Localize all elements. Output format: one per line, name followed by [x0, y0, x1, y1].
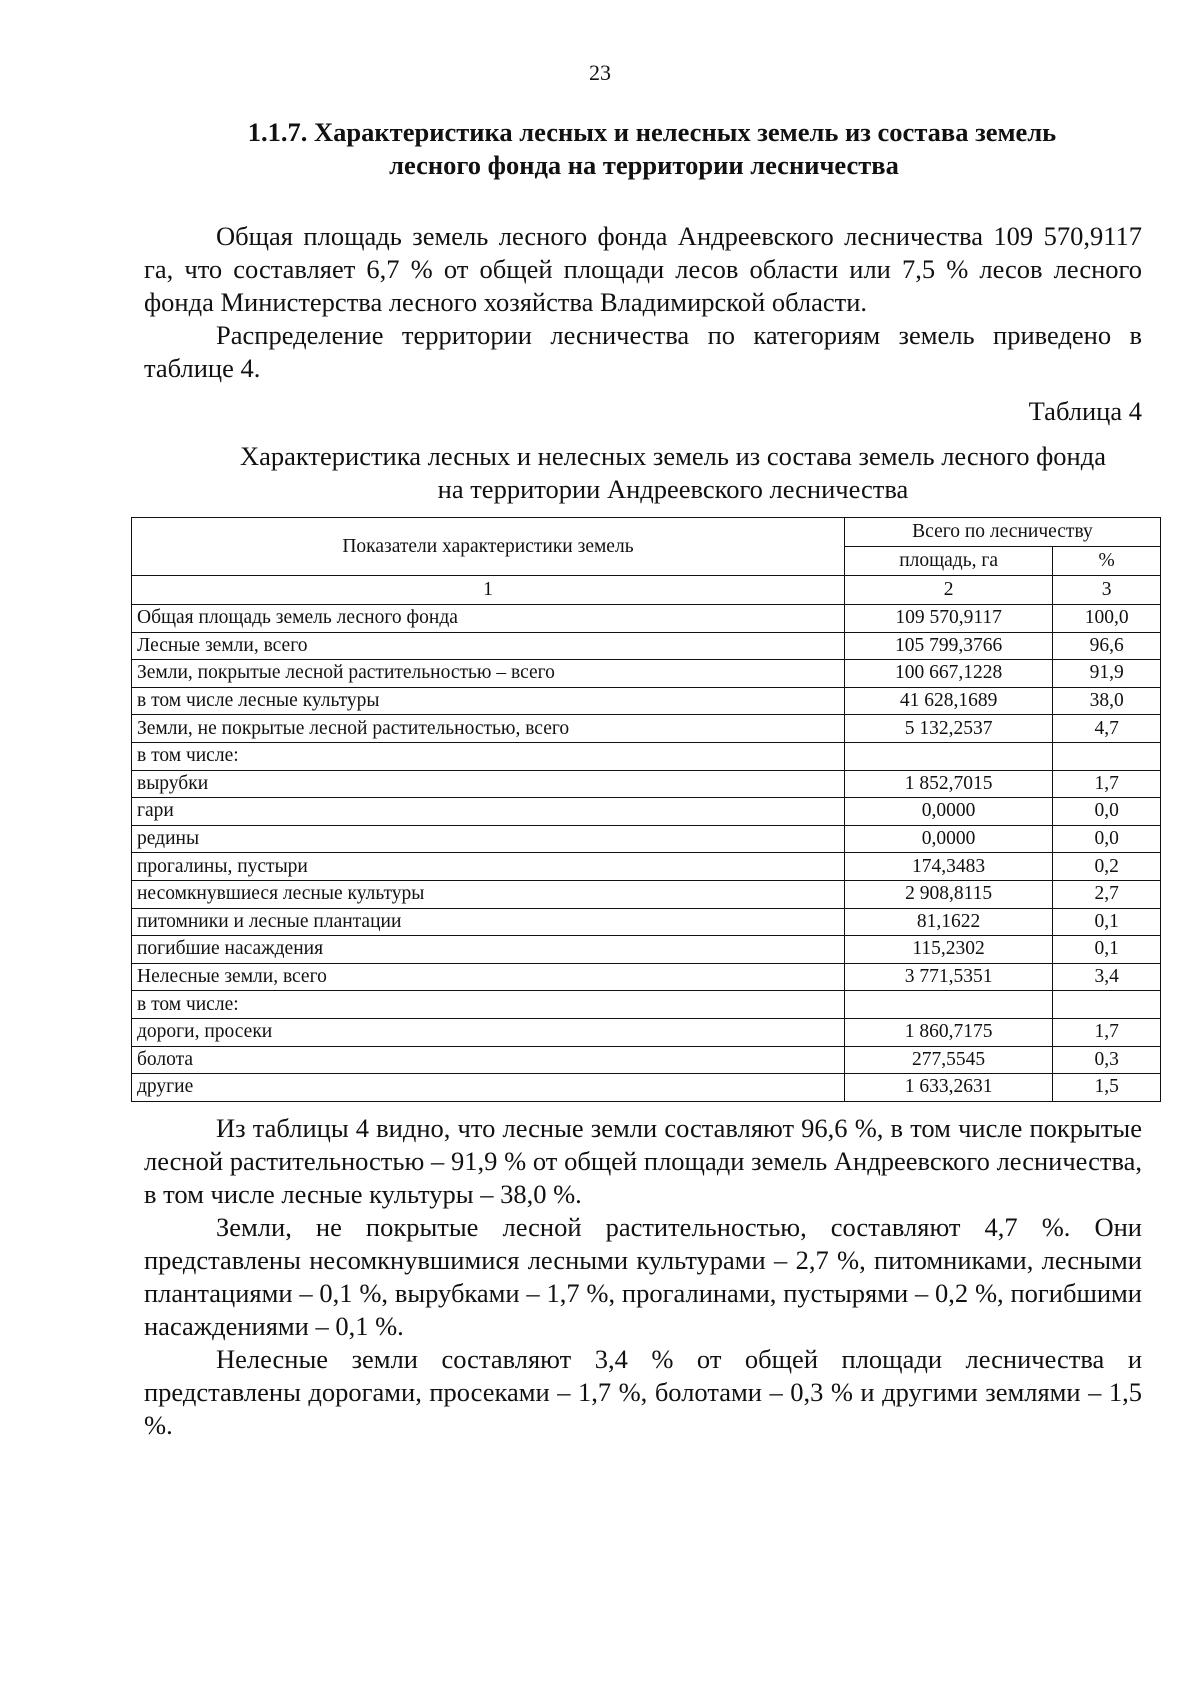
header-percent: %: [1053, 547, 1161, 576]
row-area: 81,1622: [844, 908, 1052, 936]
row-percent: 96,6: [1053, 632, 1161, 660]
table-row: [132, 798, 1161, 826]
row-percent: 2,7: [1053, 880, 1161, 908]
row-percent: 0,0: [1053, 825, 1161, 853]
row-area: 0,0000: [844, 825, 1052, 853]
row-percent: 100,0: [1053, 605, 1161, 633]
row-name: в том числе:: [132, 742, 845, 770]
intro-text: [144, 220, 1142, 385]
row-percent: 38,0: [1053, 687, 1161, 715]
row-name: в том числе лесные культуры: [132, 687, 845, 715]
column-number-1: 1: [132, 576, 845, 605]
row-area: 105 799,3766: [844, 632, 1052, 660]
row-name: Общая площадь земель лесного фонда: [132, 605, 845, 633]
row-percent: [1053, 742, 1161, 770]
table-row: [132, 687, 1161, 715]
outro-paragraph: Из таблицы 4 видно, что лесные земли составляют 96,6 %, в том числе покрытые лесной растительностью – 91,9 % от общей площади земель Андреевского лесничества, в том числе лесные культуры – 38,0 %.: [144, 1113, 1142, 1209]
row-percent: 1,5: [1053, 1074, 1161, 1102]
row-name: гари: [132, 798, 845, 826]
section-heading: [130, 116, 1130, 182]
table-row: [132, 1018, 1161, 1046]
row-name: погибшие насаждения: [132, 936, 845, 964]
section-heading-line2: лесного фонда на территории лесничества: [389, 150, 899, 180]
table-row: [132, 632, 1161, 660]
table-row: [132, 853, 1161, 881]
table-header-row: [132, 518, 1161, 547]
row-area: 109 570,9117: [844, 605, 1052, 633]
row-area: 2 908,8115: [844, 880, 1052, 908]
table-row: [132, 770, 1161, 798]
table-row: [132, 1074, 1161, 1102]
row-name: питомники и лесные плантации: [132, 908, 845, 936]
table-caption-line1: Характеристика лесных и нелесных земель из состава земель лесного фонда: [240, 441, 1106, 471]
row-area: 174,3483: [844, 853, 1052, 881]
row-percent: 0,1: [1053, 936, 1161, 964]
row-area: 277,5545: [844, 1046, 1052, 1074]
row-percent: 91,9: [1053, 660, 1161, 688]
table-row: [132, 605, 1161, 633]
row-area: 1 633,2631: [844, 1074, 1052, 1102]
outro-paragraph: Нелесные земли составляют 3,4 % от общей площади лесничества и представлены дорогами, просеками – 1,7 %, болотами – 0,3 % и другими землями – 1,5 %.: [144, 1344, 1142, 1440]
row-percent: 3,4: [1053, 963, 1161, 991]
row-area: 115,2302: [844, 936, 1052, 964]
row-name: Земли, не покрытые лесной растительностью, всего: [132, 715, 845, 743]
row-name: вырубки: [132, 770, 845, 798]
page-number: 23: [589, 60, 611, 85]
land-characteristics-table: [131, 517, 1161, 1102]
intro-paragraph: Общая площадь земель лесного фонда Андреевского лесничества 109 570,9117 га, что составляет 6,7 % от общей площади лесов области или 7,5 % лесов лесного фонда Министерства лесного хозяйства Владимирской области.: [144, 221, 1142, 317]
row-area: 1 852,7015: [844, 770, 1052, 798]
row-percent: 0,1: [1053, 908, 1161, 936]
row-name: болота: [132, 1046, 845, 1074]
table-column-numbers-row: [132, 576, 1161, 605]
row-percent: 0,0: [1053, 798, 1161, 826]
row-area: 5 132,2537: [844, 715, 1052, 743]
table-row: [132, 1046, 1161, 1074]
row-name: другие: [132, 1074, 845, 1102]
table-caption-line2: на территории Андреевского лесничества: [437, 474, 909, 504]
table-row: [132, 963, 1161, 991]
row-name: Нелесные земли, всего: [132, 963, 845, 991]
table-caption: [200, 440, 1146, 506]
row-name: Земли, покрытые лесной растительностью – всего: [132, 660, 845, 688]
row-area: 1 860,7175: [844, 1018, 1052, 1046]
row-name: прогалины, пустыри: [132, 853, 845, 881]
section-heading-line1: 1.1.7. Характеристика лесных и нелесных земель из состава земель: [247, 117, 1057, 147]
row-percent: 0,3: [1053, 1046, 1161, 1074]
row-percent: [1053, 991, 1161, 1019]
row-area: 41 628,1689: [844, 687, 1052, 715]
row-percent: 1,7: [1053, 1018, 1161, 1046]
row-name: несомкнувшиеся лесные культуры: [132, 880, 845, 908]
outro-text: [144, 1112, 1142, 1442]
table-row: [132, 715, 1161, 743]
row-area: 3 771,5351: [844, 963, 1052, 991]
column-number-2: 2: [844, 576, 1052, 605]
column-number-3: 3: [1053, 576, 1161, 605]
table-row: [132, 660, 1161, 688]
header-indicators: Показатели характеристики земель: [132, 518, 845, 576]
header-area: площадь, га: [844, 547, 1052, 576]
row-percent: 1,7: [1053, 770, 1161, 798]
table-row: [132, 880, 1161, 908]
row-area: 0,0000: [844, 798, 1052, 826]
row-name: в том числе:: [132, 991, 845, 1019]
table-row: [132, 991, 1161, 1019]
table-row: [132, 825, 1161, 853]
row-name: редины: [132, 825, 845, 853]
row-percent: 0,2: [1053, 853, 1161, 881]
table-row: [132, 742, 1161, 770]
row-area: [844, 742, 1052, 770]
row-area: 100 667,1228: [844, 660, 1052, 688]
intro-paragraph: Распределение территории лесничества по категориям земель приведено в таблице 4.: [144, 320, 1142, 383]
table-row: [132, 936, 1161, 964]
row-area: [844, 991, 1052, 1019]
row-percent: 4,7: [1053, 715, 1161, 743]
header-total-group: Всего по лесничеству: [844, 518, 1160, 547]
table-label: Таблица 4: [1028, 396, 1142, 426]
outro-paragraph: Земли, не покрытые лесной растительностью, составляют 4,7 %. Они представлены несомкнувшимися лесными культурами – 2,7 %, питомниками, лесными плантациями – 0,1 %, вырубками – 1,7 %, прогалинами, пустырями – 0,2 %, погибшими насаждениями – 0,1 %.: [144, 1212, 1142, 1341]
table-row: [132, 908, 1161, 936]
row-name: Лесные земли, всего: [132, 632, 845, 660]
row-name: дороги, просеки: [132, 1018, 845, 1046]
